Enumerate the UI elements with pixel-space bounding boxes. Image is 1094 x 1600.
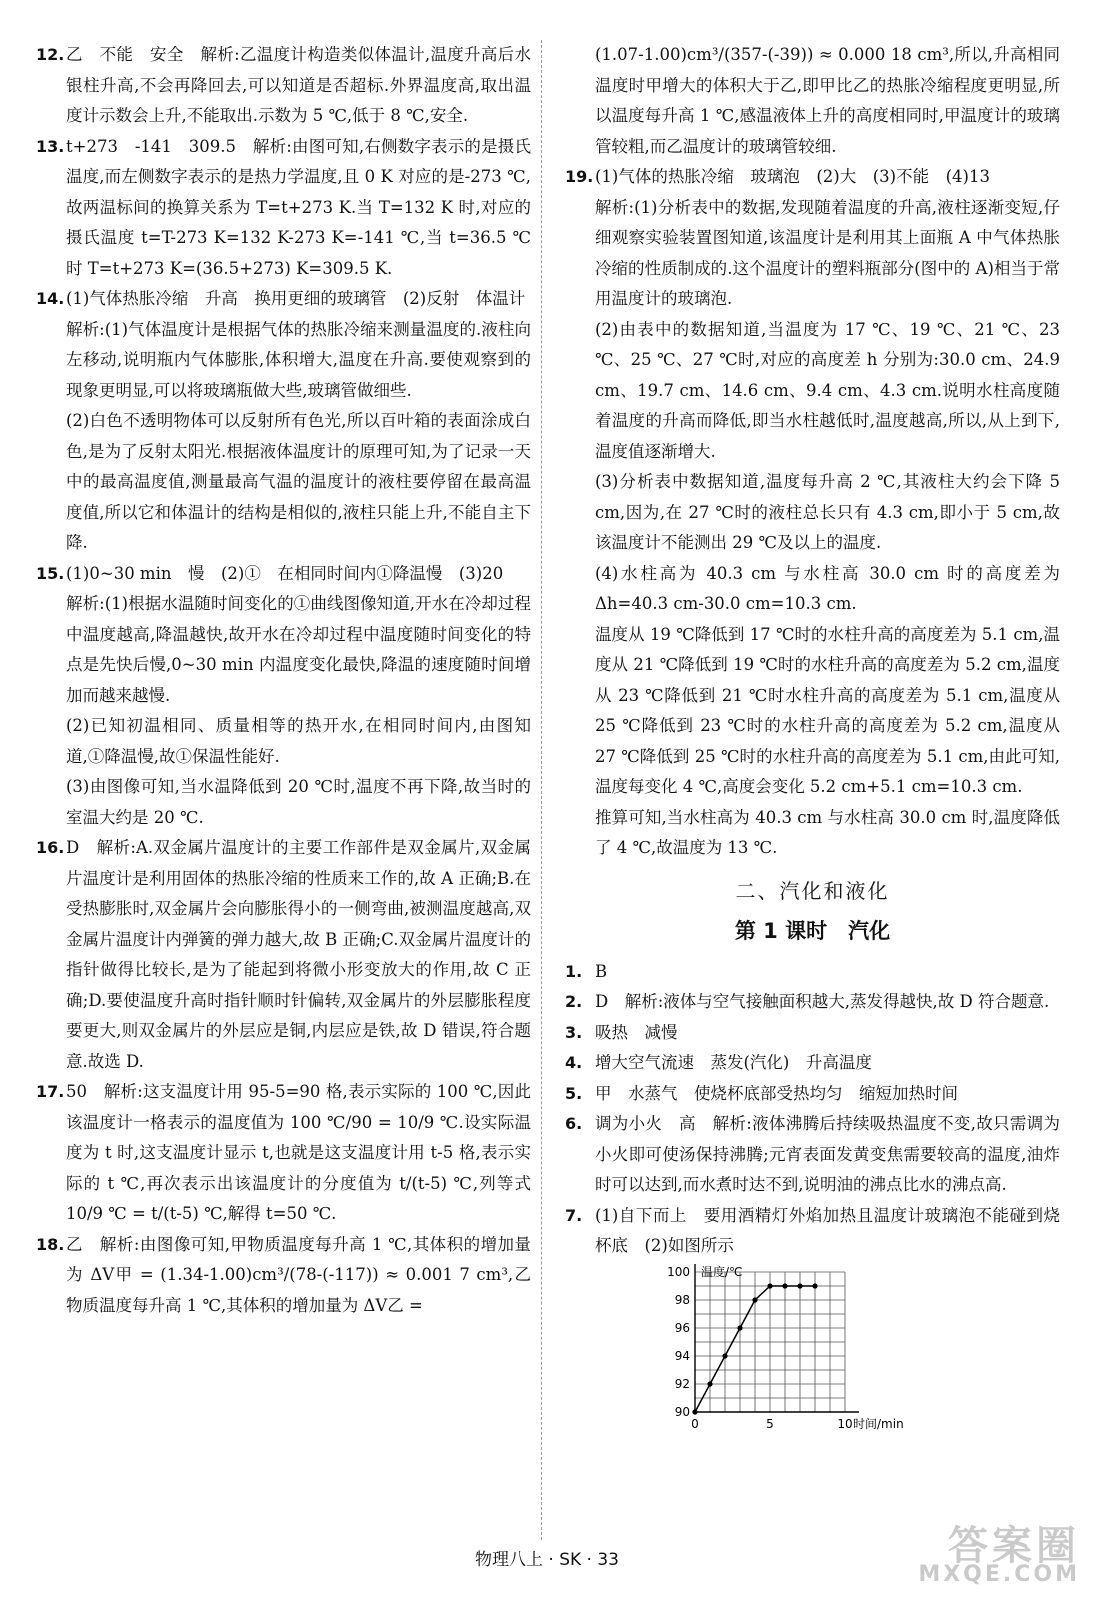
answer-14 bbox=[36, 284, 531, 559]
explanation-paragraph: (3)由图像可知,当水温降低到 20 ℃时,温度不再下降,故当时的室温大约是 20 ℃. bbox=[66, 777, 531, 827]
data-point bbox=[737, 1325, 742, 1330]
explanation-paragraph: (2)已知初温相同、质量相等的热开水,在相同时间内,由图知道,①降温慢,故①保温性能好. bbox=[66, 716, 531, 766]
explanation-paragraph: (2)由表中的数据知道,当温度为 17 ℃、19 ℃、21 ℃、23 ℃、25 ℃、27 ℃时,对应的高度差 h 分别为:30.0 cm、24.9 cm、19.7 cm、14.6 cm、9.4 cm、4.3 cm.说明水柱高度随着温度的升高而降低,即当水柱越低时,温度越高,所以,从上到下,温度值逐渐增大. bbox=[595, 319, 1060, 461]
answer-text: 增大空气流速 蒸发(汽化) 升高温度 bbox=[595, 1053, 872, 1072]
answer-18 bbox=[36, 1230, 531, 1322]
answer-text: (1)自下而上 要用酒精灯外焰加热且温度计玻璃泡不能碰到烧杯底 (2)如图所示 bbox=[595, 1205, 1060, 1255]
x-tick-label: 5 bbox=[766, 1416, 774, 1431]
answer-text: 50 解析:这支温度计用 95-5=90 格,表示实际的 100 ℃,因此该温度计一格表示的温度值为 100 ℃/90 = 10/9 ℃.设实际温度为 t 时,这支温度计显示 t,也就是这支温度计用 t-5 格,表示实际的 t ℃,再次表示出该温度计的分度值为 t/(t-5) ℃,列等式 10/9 ℃ = t/(t-5) ℃,解得 t=50 ℃. bbox=[66, 1082, 531, 1223]
answer-5 bbox=[565, 1079, 1060, 1110]
y-tick-label: 98 bbox=[674, 1292, 690, 1307]
answer-1 bbox=[565, 957, 1060, 988]
answer-number: 7. bbox=[565, 1205, 583, 1225]
data-point bbox=[797, 1283, 802, 1288]
data-point bbox=[767, 1283, 772, 1288]
answer-number: 3. bbox=[565, 1022, 583, 1042]
y-tick-label: 96 bbox=[674, 1320, 690, 1335]
answer-number: 19. bbox=[565, 167, 594, 186]
answer-number: 16. bbox=[36, 838, 65, 857]
answer-text: (1)气体热胀冷缩 升高 换用更细的玻璃管 (2)反射 体温计 bbox=[66, 289, 526, 308]
answer-2 bbox=[565, 987, 1060, 1018]
answer-number: 12. bbox=[36, 45, 65, 64]
explanation-paragraph: (2)白色不透明物体可以反射所有色光,所以百叶箱的表面涂成白色,是为了反射太阳光.根据液体温度计的原理可知,为了记录一天中的最高温度值,测量最高气温的温度计的液柱要停留在最高温度值,所以它和体温计的结构是相似的,液柱只能上升,不能自主下降. bbox=[66, 411, 531, 552]
answer-number: 4. bbox=[565, 1053, 583, 1072]
data-point bbox=[692, 1409, 697, 1414]
column-divider bbox=[541, 40, 542, 1540]
data-point bbox=[812, 1283, 817, 1288]
answer-number: 14. bbox=[36, 289, 65, 308]
answer-number: 2. bbox=[565, 992, 583, 1011]
page-footer: 物理八上 · SK · 33 bbox=[475, 1550, 619, 1570]
answer-17 bbox=[36, 1077, 531, 1230]
answer-number: 13. bbox=[36, 136, 65, 156]
answer-number: 1. bbox=[565, 961, 583, 981]
answer-number: 15. bbox=[36, 563, 65, 583]
explanation-paragraph: 解析:(1)根据水温随时间变化的①曲线图像知道,开水在冷却过程中温度越高,降温越快,故开水在冷却过程中温度随时间变化的特点是先快后慢,0~30 min 内温度变化最快,降温的速度随时间增加而越来越慢. bbox=[66, 594, 531, 705]
answer-text: (1)0~30 min 慢 (2)① 在相同时间内①降温慢 (3)20 bbox=[66, 563, 504, 583]
y-tick-label: 94 bbox=[674, 1348, 690, 1363]
section-title: 二、汽化和液化 bbox=[735, 878, 890, 903]
lesson-title: 第 1 课时 汽化 bbox=[734, 919, 891, 943]
answer-text: D 解析:液体与空气接触面积越大,蒸发得越快,故 D 符合题意. bbox=[595, 992, 1050, 1011]
x-tick-label: 0 bbox=[691, 1416, 699, 1431]
chart-svg bbox=[665, 1262, 915, 1432]
left-column bbox=[36, 40, 531, 1321]
answer-text: 乙 不能 安全 解析:乙温度计构造类似体温计,温度升高后水银柱升高,不会再降回去,可以知道是否超标.外界温度高,取出温度计示数会上升,不能取出.示数为 5 ℃,低于 8 ℃,安全. bbox=[66, 45, 531, 125]
answer-18-continued: (1.07-1.00)cm³/(357-(-39)) ≈ 0.000 18 cm³,所以,升高相同温度时甲增大的体积大于乙,即甲比乙的热胀冷缩程度更明显,所以温度每升高 1 ℃,感温液体上升的高度相同时,甲温度计的玻璃管较粗,而乙温度计的玻璃管较细. bbox=[595, 45, 1060, 156]
answer-6 bbox=[565, 1109, 1060, 1201]
y-tick-label: 100 bbox=[667, 1264, 690, 1279]
answer-text: t+273 -141 309.5 解析:由图可知,右侧数字表示的是摄氏温度,而左侧数字表示的是热力学温度,且 0 K 对应的是-273 ℃,故两温标间的换算关系为 T=t+273 K.当 T=132 K 时,对应的摄氏温度 t=T-273 K=132 K-273 K=-141 ℃,当 t=36.5 ℃时 T=t+273 K=(36.5+273) K=309.5 K. bbox=[66, 136, 531, 278]
x-axis-label: 时间/min bbox=[853, 1416, 904, 1431]
y-tick-label: 90 bbox=[674, 1404, 690, 1419]
data-point bbox=[782, 1283, 787, 1288]
explanation-paragraph: 推算可知,当水柱高为 40.3 cm 与水柱高 30.0 cm 时,温度降低了 4 ℃,故温度为 13 ℃. bbox=[595, 807, 1060, 857]
answer-text: (1)气体的热胀冷缩 玻璃泡 (2)大 (3)不能 (4)13 bbox=[595, 167, 990, 186]
answer-4 bbox=[565, 1048, 1060, 1079]
answer-number: 18. bbox=[36, 1234, 65, 1254]
answer-12 bbox=[36, 40, 531, 132]
explanation-paragraph: 温度从 19 ℃降低到 17 ℃时的水柱升高的高度差为 5.1 cm,温度从 21 ℃降低到 19 ℃时的水柱升高的高度差为 5.2 cm,温度从 23 ℃降低到 21 ℃时水柱升高的高度差为 5.1 cm,温度从 25 ℃降低到 23 ℃时的水柱升高的高度差为 5.2 cm,温度从 27 ℃降低到 25 ℃时的水柱升高的高度差为 5.1 cm,由此可知,温度每变化 4 ℃,高度会变化 5.2 cm+5.1 cm=10.3 cm. bbox=[595, 624, 1060, 796]
answer-text: 乙 解析:由图像可知,甲物质温度每升高 1 ℃,其体积的增加量为 ΔV甲 = (1.34-1.00)cm³/(78-(-117)) ≈ 0.001 7 cm³,乙物质温度每升高 1 ℃,其体积的增加量为 ΔV乙 = bbox=[66, 1234, 531, 1315]
answer-number: 17. bbox=[36, 1082, 65, 1101]
right-column bbox=[565, 40, 1060, 1432]
data-point bbox=[722, 1353, 727, 1358]
answer-number: 6. bbox=[565, 1114, 583, 1133]
watermark-text: 答案圈 bbox=[948, 1523, 1080, 1569]
answer-13 bbox=[36, 132, 531, 285]
answer-text: D 解析:A.双金属片温度计的主要工作部件是双金属片,双金属片温度计是利用固体的热胀冷缩的性质来工作的,故 A 正确;B.在受热膨胀时,双金属片会向膨胀得小的一侧弯曲,被测温度越高,双金属片温度计内弹簧的弹力越大,故 B 正确;C.双金属片温度计的指针做得比较长,是为了能起到将微小形变放大的作用,故 C 正确;D.要使温度升高时指针顺时针偏转,双金属片的外层膨胀程度要更大,则双金属片的外层应是铜,内层应是铁,故 D 错误,符合题意.故选 D. bbox=[66, 838, 531, 1071]
answer-text: 甲 水蒸气 使烧杯底部受热均匀 缩短加热时间 bbox=[595, 1083, 958, 1103]
explanation-paragraph: (4)水柱高为 40.3 cm 与水柱高 30.0 cm 时的高度差为 Δh=40.3 cm-30.0 cm=10.3 cm. bbox=[595, 563, 1060, 613]
x-tick-label: 10 bbox=[837, 1416, 853, 1431]
answer-text: 吸热 减慢 bbox=[595, 1022, 678, 1042]
watermark-logo bbox=[890, 1514, 1080, 1594]
answer-3 bbox=[565, 1018, 1060, 1049]
temperature-time-chart bbox=[665, 1262, 915, 1432]
explanation-paragraph: 解析:(1)气体温度计是根据气体的热胀冷缩来测量温度的.液柱向左移动,说明瓶内气体膨胀,体积增大,温度在升高.要使观察到的现象更明显,可以将玻璃瓶做大些,玻璃管做细些. bbox=[66, 319, 531, 400]
y-tick-label: 92 bbox=[674, 1376, 690, 1391]
explanation-paragraph: (3)分析表中数据知道,温度每升高 2 ℃,其液柱大约会下降 5 cm,因为,在 27 ℃时的液柱总长只有 4.3 cm,即小于 5 cm,故该温度计不能测出 29 ℃及以上的温度. bbox=[595, 472, 1060, 552]
data-point bbox=[752, 1297, 757, 1302]
answer-text: B bbox=[595, 961, 608, 981]
data-point bbox=[707, 1381, 712, 1386]
answer-number: 5. bbox=[565, 1083, 583, 1103]
answer-7 bbox=[565, 1201, 1060, 1262]
answer-19 bbox=[565, 162, 1060, 864]
answer-15 bbox=[36, 559, 531, 834]
answer-16 bbox=[36, 833, 531, 1077]
watermark-url: MXQE.COM bbox=[918, 1562, 1080, 1587]
explanation-paragraph: 解析:(1)分析表中的数据,发现随着温度的升高,液柱逐渐变短,仔细观察实验装置图知道,该温度计是利用其上面瓶 A 中气体热胀冷缩的性质制成的.这个温度计的塑料瓶部分(图中的 A)相当于常用温度计的玻璃泡. bbox=[595, 197, 1060, 308]
answer-text: 调为小火 高 解析:液体沸腾后持续吸热温度不变,故只需调为小火即可使汤保持沸腾;元宵表面发黄变焦需要较高的温度,油炸时可以达到,而水煮时达不到,说明油的沸点比水的沸点高. bbox=[595, 1114, 1060, 1194]
y-axis-label: 温度/℃ bbox=[701, 1264, 743, 1279]
